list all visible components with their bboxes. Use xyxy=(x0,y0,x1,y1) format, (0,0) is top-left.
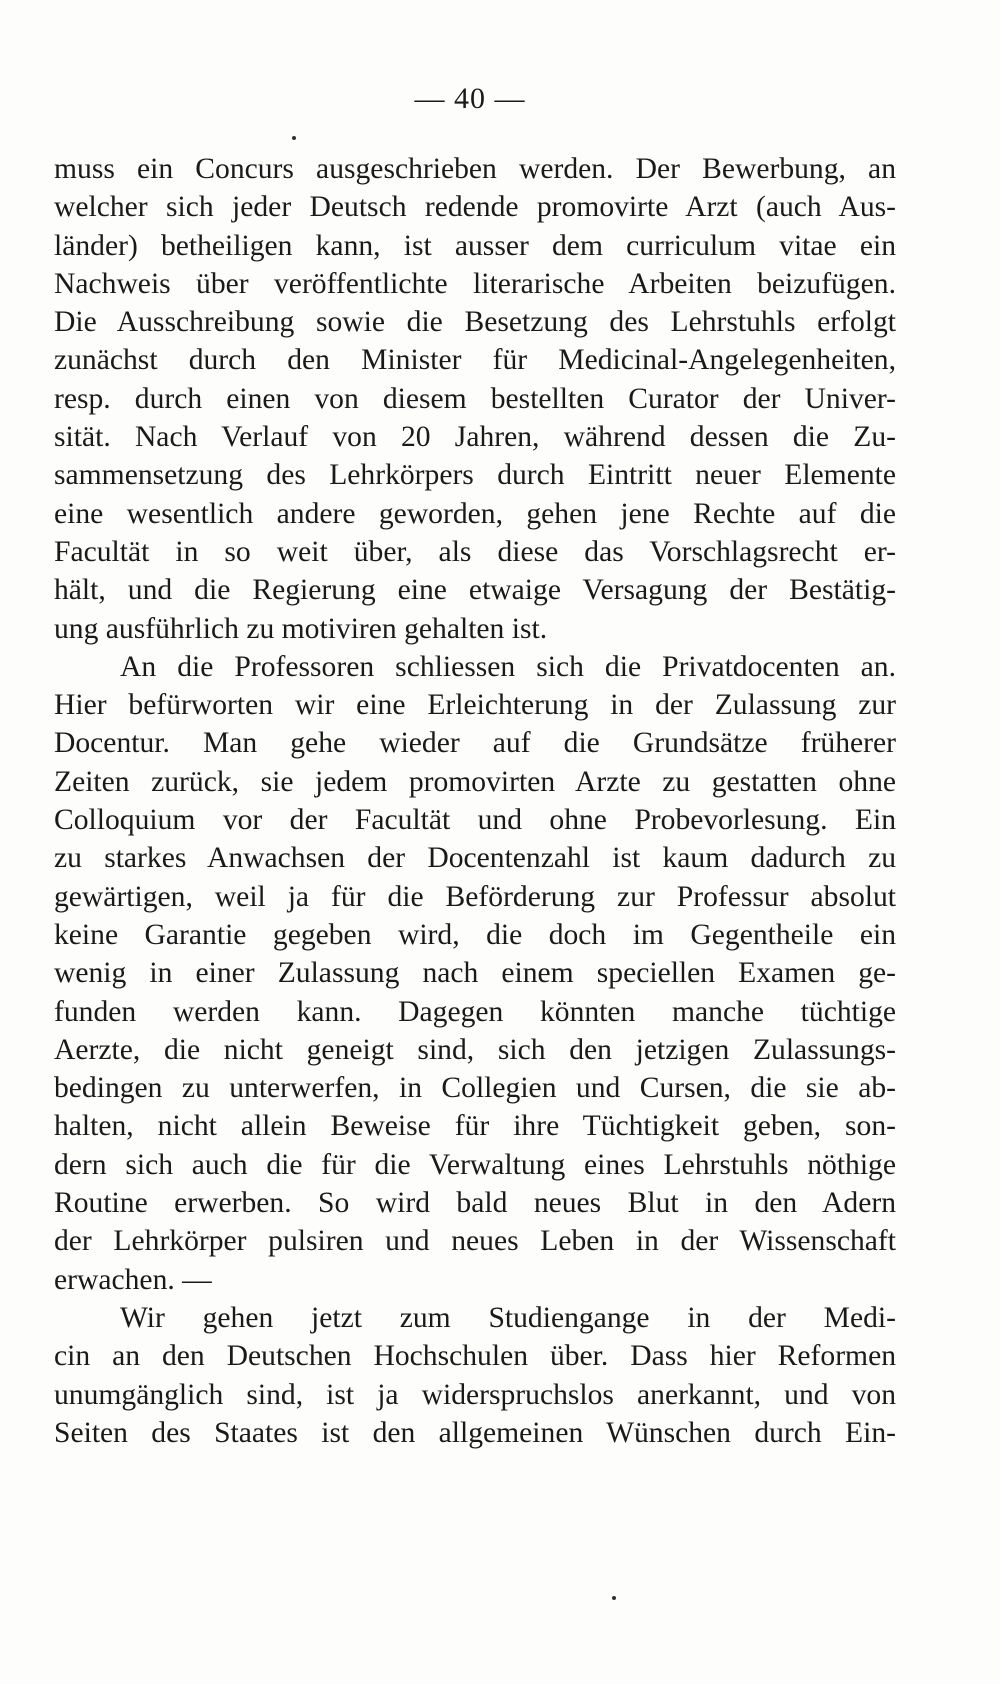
text-line: Docentur. Man gehe wieder auf die Grundsätze früherer xyxy=(54,727,896,760)
text-line: funden werden kann. Dagegen könnten manche tüchtige xyxy=(54,995,896,1028)
body-text xyxy=(54,150,896,1452)
text-line: dern sich auch die für die Verwaltung eines Lehrstuhls nöthige xyxy=(54,1148,896,1181)
text-line: zunächst durch den Minister für Medicinal-Angelegenheiten, xyxy=(54,344,896,377)
page-header xyxy=(0,82,1000,116)
text-line: Aerzte, die nicht geneigt sind, sich den jetzigen Zulassungs- xyxy=(54,1033,896,1066)
text-line: länder) betheiligen kann, ist ausser dem curriculum vitae ein xyxy=(54,229,896,262)
paragraph-first-line: An die Professoren schliessen sich die Privatdocenten an. xyxy=(120,650,896,683)
text-line: Colloquium vor der Facultät und ohne Probevorlesung. Ein xyxy=(54,804,896,837)
ink-speck xyxy=(292,136,296,140)
text-line: wenig in einer Zulassung nach einem speciellen Examen ge- xyxy=(54,957,896,990)
text-line: halten, nicht allein Beweise für ihre Tüchtigkeit geben, son- xyxy=(54,1110,896,1143)
text-line: Facultät in so weit über, als diese das Vorschlagsrecht er- xyxy=(54,535,896,568)
page-number: — 40 — xyxy=(414,82,526,115)
text-line: resp. durch einen von diesem bestellten Curator der Univer- xyxy=(54,382,896,415)
ink-speck xyxy=(612,1596,616,1600)
text-line: keine Garantie gegeben wird, die doch im Gegentheile ein xyxy=(54,918,896,951)
text-line: Seiten des Staates ist den allgemeinen Wünschen durch Ein- xyxy=(54,1416,896,1449)
text-line: zu starkes Anwachsen der Docentenzahl ist kaum dadurch zu xyxy=(54,842,896,875)
text-line: sammensetzung des Lehrkörpers durch Eintritt neuer Elemente xyxy=(54,459,896,492)
paragraph-first-line: Wir gehen jetzt zum Studiengange in der Medi- xyxy=(120,1301,896,1334)
text-line: erwachen. — xyxy=(54,1263,212,1296)
text-line: Nachweis über veröffentlichte literarische Arbeiten beizufügen. xyxy=(54,267,896,300)
text-line: sität. Nach Verlauf von 20 Jahren, während dessen die Zu- xyxy=(54,421,896,454)
text-line: muss ein Concurs ausgeschrieben werden. Der Bewerbung, an xyxy=(54,153,896,185)
text-line: gewärtigen, weil ja für die Beförderung zur Professur absolut xyxy=(54,880,896,913)
text-line: Hier befürworten wir eine Erleichterung in der Zulassung zur xyxy=(54,689,896,722)
text-line: ung ausführlich zu motiviren gehalten ist. xyxy=(54,612,548,645)
text-line: Routine erwerben. So wird bald neues Blut in den Adern xyxy=(54,1187,896,1220)
text-line: cin an den Deutschen Hochschulen über. Dass hier Reformen xyxy=(54,1340,896,1373)
text-line: bedingen zu unterwerfen, in Collegien und Cursen, die sie ab- xyxy=(54,1072,896,1105)
text-line: eine wesentlich andere geworden, gehen jene Rechte auf die xyxy=(54,497,896,530)
text-line: der Lehrkörper pulsiren und neues Leben in der Wissenschaft xyxy=(54,1225,896,1258)
text-line: Zeiten zurück, sie jedem promovirten Arzte zu gestatten ohne xyxy=(54,765,896,798)
text-line: unumgänglich sind, ist ja widerspruchslos anerkannt, und von xyxy=(54,1378,896,1411)
text-line: welcher sich jeder Deutsch redende promovirte Arzt (auch Aus- xyxy=(54,191,896,224)
text-line: hält, und die Regierung eine etwaige Versagung der Bestätig- xyxy=(54,574,896,607)
text-line: Die Ausschreibung sowie die Besetzung des Lehrstuhls erfolgt xyxy=(54,306,896,339)
